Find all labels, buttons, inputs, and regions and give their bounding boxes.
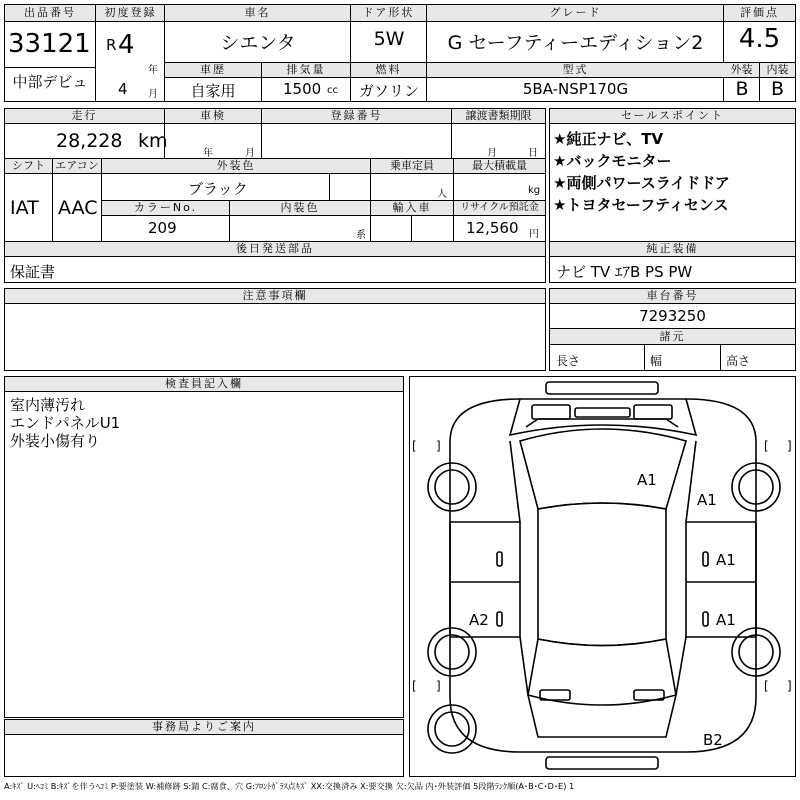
mileage-label: 走行 [5, 109, 165, 124]
reg-year: 4 [118, 30, 135, 60]
sales-point-item: ★バックモニター [553, 152, 672, 170]
doc-month-unit: 月 [487, 148, 497, 159]
damage-mark: A1 [697, 491, 717, 509]
displacement-unit: cc [327, 85, 338, 96]
sales-point-item: ★両側パワースライドドア [553, 174, 730, 192]
damage-mark: B2 [703, 731, 723, 749]
import-label: 輸入車 [371, 201, 454, 216]
car-name: シエンタ [220, 32, 296, 54]
car-name-label: 車名 [165, 5, 351, 22]
svg-text:]: ] [787, 439, 792, 453]
width-label: 幅 [650, 354, 663, 368]
color-no: 209 [148, 219, 177, 237]
int-color-unit: 系 [356, 230, 366, 241]
inspection-year-unit: 年 [203, 148, 213, 159]
grade: G セーフティーエディション2 [447, 32, 704, 54]
equipment-label: 純正装備 [550, 242, 795, 257]
capacity-unit: 人 [437, 189, 447, 200]
event-name: 中部デビュ [5, 67, 96, 101]
load-label: 最大積載量 [454, 159, 545, 174]
svg-text:[: [ [764, 439, 769, 453]
svg-text:]: ] [787, 679, 792, 693]
air-con: AAC [58, 197, 98, 219]
svg-text:[: [ [764, 679, 769, 693]
equipment: ナビ TV ｴｱB PS PW [556, 263, 693, 281]
length-label: 長さ [556, 354, 581, 368]
color-label: 外装色 [102, 159, 371, 174]
load-unit: kg [528, 185, 541, 196]
inspector-note: エンドパネルU1 [10, 414, 121, 432]
displacement-label: 排気量 [262, 63, 351, 78]
sales-point-item: ★トヨタセーフティセンス [553, 196, 729, 214]
sales-point-item: ★純正ナビ、TV [553, 130, 664, 148]
door-type: 5W [373, 28, 405, 50]
era: R [106, 36, 117, 54]
score-label: 評価点 [724, 5, 795, 22]
history: 自家用 [190, 82, 236, 100]
damage-mark: A1 [716, 551, 736, 569]
reg-month: 4 [118, 80, 128, 98]
interior-grade: B [770, 78, 785, 100]
recycle-unit: 円 [529, 229, 539, 240]
sales-points-label: セールスポイント [550, 109, 795, 124]
exterior-label: 外装 [724, 63, 760, 78]
legend: A:ｷｽﾞ U:ﾍｺﾐ B:ｷｽﾞを伴うﾍｺﾐ P:要塗装 W:補修跡 S:錆 C:腐食、穴 G:ﾌﾛﾝﾄｶﾞﾗｽ点ｷｽﾞ XX:交換済み X:要交換 欠:欠品 内･外装評価 5段階ﾗﾝｸ順(A･B･C･D･E) 1 [4, 781, 575, 791]
doc-day-unit: 日 [528, 148, 538, 159]
recycle-label: リサイクル預託金 [454, 201, 545, 216]
mileage: 28,228 [56, 130, 123, 152]
body-color: ブラック [188, 180, 248, 198]
inspector-label: 検査員記入欄 [5, 377, 403, 392]
svg-text:]: ] [436, 439, 441, 453]
shift: IAT [10, 197, 39, 219]
chassis-label: 車台番号 [550, 289, 795, 304]
inspector-notes [10, 396, 120, 450]
color-no-label: カラーNo. [102, 201, 230, 216]
capacity-label: 乗車定員 [371, 159, 454, 174]
later-parts: 保証書 [10, 263, 56, 281]
model-label: 型式 [427, 63, 724, 78]
recycle-fee: 12,560 [466, 219, 519, 237]
inspection-month-unit: 月 [245, 148, 255, 159]
inspector-note: 外装小傷有り [10, 432, 101, 450]
sales-points-list [553, 128, 730, 216]
office-label: 事務局よりご案内 [5, 720, 403, 735]
shift-label: シフト [5, 159, 53, 174]
later-parts-label: 後日発送部品 [5, 242, 545, 257]
lot-no-label: 出品番号 [5, 5, 96, 22]
score: 4.5 [738, 24, 781, 54]
fuel-label: 燃料 [351, 63, 427, 78]
height-label: 高さ [726, 354, 751, 368]
svg-text:[: [ [412, 439, 417, 453]
reg-month-unit: 月 [148, 89, 158, 100]
inspection-label: 車検 [165, 109, 262, 124]
grade-label: グレード [427, 5, 724, 22]
interior-label: 内装 [760, 63, 795, 78]
svg-text:]: ] [436, 679, 441, 693]
ac-label: エアコン [53, 159, 102, 174]
inspector-note: 室内薄汚れ [10, 396, 86, 414]
doc-deadline-label: 譲渡書類期限 [452, 109, 545, 124]
notes-label: 注意事項欄 [5, 289, 545, 304]
fuel: ガソリン [358, 82, 419, 100]
lot-no: 33121 [8, 29, 91, 59]
int-color-label: 内装色 [230, 201, 371, 216]
displacement: 1500 [283, 80, 322, 98]
reg-year-unit: 年 [148, 65, 158, 76]
damage-mark: A1 [637, 471, 657, 489]
vehicle-info-box [4, 108, 546, 242]
door-label: ドア形状 [351, 5, 427, 22]
mileage-unit: km [138, 130, 168, 152]
regno-label: 登録番号 [262, 109, 452, 124]
specs-label: 諸元 [550, 328, 795, 345]
damage-mark: A2 [469, 611, 489, 629]
svg-text:[: [ [412, 679, 417, 693]
history-label: 車歴 [165, 63, 262, 78]
car-diagram [410, 377, 795, 776]
chassis-no: 7293250 [639, 307, 706, 325]
first-reg-label: 初度登録 [96, 5, 165, 22]
model-code: 5BA-NSP170G [522, 80, 629, 98]
damage-mark: A1 [716, 611, 736, 629]
exterior-grade: B [735, 78, 749, 100]
